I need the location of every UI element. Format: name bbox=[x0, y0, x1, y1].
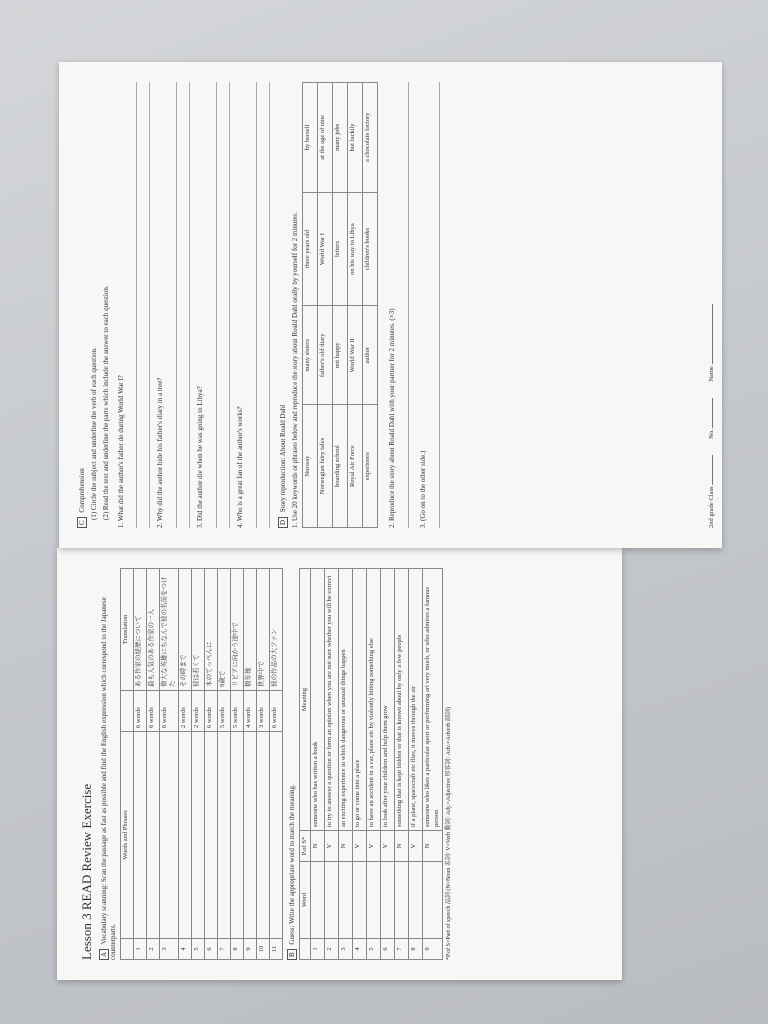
vocabulary-row bbox=[270, 569, 283, 960]
vocabulary-row bbox=[231, 569, 244, 960]
keyword-cell: Norway bbox=[303, 405, 318, 528]
answer-line[interactable] bbox=[397, 82, 409, 528]
answer-line[interactable] bbox=[428, 82, 440, 528]
section-d-heading: D Story reproduction: About Roald Dahl bbox=[278, 82, 288, 528]
student-info-footer bbox=[708, 82, 716, 528]
story-step-2: 2. Reproduce the story about Roald Dahl with your partner for 2 minutes. (×3) bbox=[388, 308, 397, 528]
japanese-translation: 彼は若くて bbox=[192, 569, 205, 691]
word-answer-cell[interactable] bbox=[311, 862, 325, 939]
meaning-text: to have an accident in a car, plane etc by violently hitting something else bbox=[367, 569, 381, 831]
meaning-text: someone who likes a particular sport or performing art very much, or who admires a famous person bbox=[423, 569, 442, 831]
keyword-cell: at the age of nine bbox=[318, 83, 333, 193]
meaning-text: something that is kept hidden or that is known about by only a few people bbox=[395, 569, 409, 831]
answer-cell[interactable] bbox=[147, 732, 160, 939]
answer-cell[interactable] bbox=[218, 732, 231, 939]
word-count: 2 words bbox=[179, 691, 192, 732]
keyword-cell: letters bbox=[333, 192, 348, 306]
grade-class-field[interactable]: 2nd grade Class bbox=[708, 455, 716, 528]
comprehension-question: 3. Did the author die when he was going to Libya? bbox=[196, 386, 204, 528]
vocabulary-table-header: Words and Phrases Translation bbox=[121, 569, 134, 960]
answer-cell[interactable] bbox=[179, 732, 192, 939]
student-name-field[interactable]: Name bbox=[708, 304, 716, 381]
word-answer-cell[interactable] bbox=[395, 862, 409, 939]
matching-row bbox=[353, 569, 367, 960]
keywords-row bbox=[363, 83, 378, 528]
part-of-speech: V bbox=[367, 831, 381, 862]
matching-row bbox=[339, 569, 353, 960]
part-of-speech: N bbox=[311, 831, 325, 862]
keyword-cell: Royal Air Force bbox=[348, 405, 363, 528]
word-count: 3 words bbox=[257, 691, 270, 732]
vocabulary-row bbox=[192, 569, 205, 960]
japanese-translation: 偉大な英雄にちなんで彼の名前をつけた bbox=[160, 569, 179, 691]
row-number: 7 bbox=[395, 939, 409, 960]
row-number: 11 bbox=[270, 939, 283, 960]
part-of-speech: N bbox=[423, 831, 442, 862]
row-number: 2 bbox=[147, 939, 160, 960]
comprehension-question: 1. What did the author's father do during World War I? bbox=[116, 375, 125, 528]
word-count: 6 words bbox=[147, 691, 160, 732]
answer-cell[interactable] bbox=[134, 732, 147, 939]
part-of-speech: N bbox=[339, 831, 353, 862]
vocabulary-row bbox=[134, 569, 147, 960]
worksheet-page-right bbox=[59, 62, 722, 548]
row-number: 2 bbox=[325, 939, 339, 960]
japanese-translation: 最も人気のある作家の一人 bbox=[147, 569, 160, 691]
word-answer-cell[interactable] bbox=[381, 862, 395, 939]
answer-cell[interactable] bbox=[270, 732, 283, 939]
row-number: 4 bbox=[353, 939, 367, 960]
matching-row bbox=[367, 569, 381, 960]
word-count: 5 words bbox=[218, 691, 231, 732]
keyword-cell: many jobs bbox=[333, 83, 348, 193]
story-step-3: 3. (Go on to the other side.) bbox=[419, 450, 427, 528]
row-number: 6 bbox=[381, 939, 395, 960]
section-a-instruction: A Vocabulary scanning: Scan the passage as fast as possible and find the English expression which correspond to the Japanese counterparts. bbox=[100, 597, 118, 960]
row-number: 4 bbox=[179, 939, 192, 960]
keyword-cell: father's old diary bbox=[318, 306, 333, 405]
keyword-cell: experience bbox=[363, 405, 378, 528]
part-of-speech: V bbox=[409, 831, 423, 862]
section-c-letter: C bbox=[77, 517, 87, 528]
keywords-row bbox=[333, 83, 348, 528]
row-number: 1 bbox=[134, 939, 147, 960]
keyword-cell: many sisters bbox=[303, 306, 318, 405]
matching-row bbox=[381, 569, 395, 960]
part-of-speech: V bbox=[325, 831, 339, 862]
answer-cell[interactable] bbox=[231, 732, 244, 939]
answer-cell[interactable] bbox=[192, 732, 205, 939]
word-count: 6 words bbox=[134, 691, 147, 732]
keywords-row bbox=[303, 83, 318, 528]
row-number: 8 bbox=[409, 939, 423, 960]
answer-line[interactable] bbox=[205, 82, 217, 528]
right-page-rotated-content bbox=[59, 62, 722, 548]
section-c-heading: C Comprehension bbox=[77, 82, 87, 528]
vocabulary-row bbox=[257, 569, 270, 960]
comprehension-questions bbox=[117, 82, 270, 528]
japanese-translation: 数年後 bbox=[244, 569, 257, 691]
word-answer-cell[interactable] bbox=[423, 862, 442, 939]
keyword-cell: children's books bbox=[363, 192, 378, 306]
row-number: 8 bbox=[231, 939, 244, 960]
answer-cell[interactable] bbox=[160, 732, 179, 939]
meaning-text: to look after your children and help them grow bbox=[381, 569, 395, 831]
meaning-text: an exciting experience in which dangerous or unusual things happen bbox=[339, 569, 353, 831]
vocabulary-row bbox=[205, 569, 218, 960]
japanese-translation: リビアに向かう途中で bbox=[231, 569, 244, 691]
comprehension-instruction-2: (2) Read the text and underline the parts which include the answer to each question. bbox=[101, 285, 110, 520]
word-count: 5 words bbox=[231, 691, 244, 732]
part-of-speech-footnote: *P.of S=Part of speech 品詞 (N=Noun 名詞/ V=Verb 動詞/ Adj.=Adjective 形容詞/ Adv.=Adverb 副詞) bbox=[445, 707, 452, 960]
meaning-text: to go or come into a place bbox=[353, 569, 367, 831]
row-number: 9 bbox=[423, 939, 442, 960]
keywords-table bbox=[302, 82, 378, 528]
section-a-letter: A bbox=[99, 949, 109, 960]
answer-line[interactable] bbox=[245, 82, 257, 528]
word-matching-table-header: Word P.of S* Meaning bbox=[300, 569, 311, 960]
keyword-cell: not happy bbox=[333, 306, 348, 405]
meaning-text: someone who has written a book bbox=[311, 569, 325, 831]
word-matching-table bbox=[299, 568, 442, 960]
word-count: 2 words bbox=[192, 691, 205, 732]
matching-row bbox=[311, 569, 325, 960]
worksheet-title: Lesson 3 READ Review Exercise bbox=[79, 783, 94, 960]
keyword-cell: World War I bbox=[318, 192, 333, 306]
vocabulary-row bbox=[244, 569, 257, 960]
part-of-speech: V bbox=[381, 831, 395, 862]
row-number: 3 bbox=[339, 939, 353, 960]
vocabulary-table bbox=[120, 568, 283, 960]
answer-line[interactable] bbox=[218, 82, 230, 528]
answer-line[interactable] bbox=[258, 82, 270, 528]
answer-line[interactable] bbox=[138, 82, 150, 528]
matching-row bbox=[409, 569, 423, 960]
comprehension-instruction-1: (1) Circle the subject and underline the verb of each question. bbox=[90, 347, 98, 520]
part-of-speech: V bbox=[353, 831, 367, 862]
meaning-text: to try to answer a question or form an opinion when you are not sure whether you will be correct bbox=[325, 569, 339, 831]
japanese-translation: 世界中で bbox=[257, 569, 270, 691]
part-of-speech: N bbox=[395, 831, 409, 862]
left-page-rotated-content bbox=[57, 548, 622, 980]
row-number: 10 bbox=[257, 939, 270, 960]
matching-row bbox=[395, 569, 409, 960]
keyword-cell: but luckily bbox=[348, 83, 363, 193]
comprehension-question: 4. Who is a great fan of the author's works? bbox=[235, 406, 244, 528]
japanese-translation: ある作家の経歴について bbox=[134, 569, 147, 691]
word-count: 4 words bbox=[244, 691, 257, 732]
comprehension-question: 2. Why did the author hide his father's diary in a tree? bbox=[156, 377, 165, 528]
answer-cell[interactable] bbox=[244, 732, 257, 939]
keyword-cell: Norwegian fairy tales bbox=[318, 405, 333, 528]
row-number: 5 bbox=[192, 939, 205, 960]
keyword-cell: by herself bbox=[303, 83, 318, 193]
answer-line[interactable] bbox=[165, 82, 177, 528]
word-answer-cell[interactable] bbox=[339, 862, 353, 939]
meaning-text: if a plane, spacecraft etc flies, it moves through the air bbox=[409, 569, 423, 831]
word-answer-cell[interactable] bbox=[367, 862, 381, 939]
word-answer-cell[interactable] bbox=[409, 862, 423, 939]
row-number: 7 bbox=[218, 939, 231, 960]
answer-line[interactable] bbox=[125, 82, 137, 528]
student-number-field[interactable]: No. bbox=[708, 398, 716, 439]
japanese-translation: 9歳で bbox=[218, 569, 231, 691]
keyword-cell: a chocolate factory bbox=[363, 83, 378, 193]
answer-cell[interactable] bbox=[205, 732, 218, 939]
keyword-cell: on his way to Libya bbox=[348, 192, 363, 306]
word-answer-cell[interactable] bbox=[325, 862, 339, 939]
word-count: 6 words bbox=[270, 691, 283, 732]
keyword-cell: three years old bbox=[303, 192, 318, 306]
japanese-translation: 彼の作品の大ファン bbox=[270, 569, 283, 691]
vocabulary-row bbox=[160, 569, 179, 960]
vocabulary-row bbox=[179, 569, 192, 960]
word-count: 6 words bbox=[160, 691, 179, 732]
story-step-1: 1. Use 20 keywords or phrases below and reproduce the story about Roald Dahl orally by yourself for 2 minutes. bbox=[290, 212, 299, 528]
row-number: 5 bbox=[367, 939, 381, 960]
word-count: 6 words bbox=[205, 691, 218, 732]
answer-line[interactable] bbox=[178, 82, 190, 528]
row-number: 9 bbox=[244, 939, 257, 960]
row-number: 3 bbox=[160, 939, 179, 960]
matching-row bbox=[325, 569, 339, 960]
matching-row bbox=[423, 569, 442, 960]
keyword-cell: boarding school bbox=[333, 405, 348, 528]
keyword-cell: World War II bbox=[348, 306, 363, 405]
section-d-letter: D bbox=[278, 517, 288, 528]
keywords-row bbox=[348, 83, 363, 528]
japanese-translation: 木のてっぺんに bbox=[205, 569, 218, 691]
keywords-row bbox=[318, 83, 333, 528]
vocabulary-row bbox=[147, 569, 160, 960]
keyword-cell: author bbox=[363, 306, 378, 405]
row-number: 1 bbox=[311, 939, 325, 960]
section-b-instruction: B Guess: Write the appropriate word to match the meaning. bbox=[287, 568, 297, 960]
answer-cell[interactable] bbox=[257, 732, 270, 939]
row-number: 6 bbox=[205, 939, 218, 960]
japanese-translation: その時まで bbox=[179, 569, 192, 691]
worksheet-page-left bbox=[57, 548, 622, 980]
vocabulary-row bbox=[218, 569, 231, 960]
section-b-letter: B bbox=[287, 949, 297, 960]
word-answer-cell[interactable] bbox=[353, 862, 367, 939]
